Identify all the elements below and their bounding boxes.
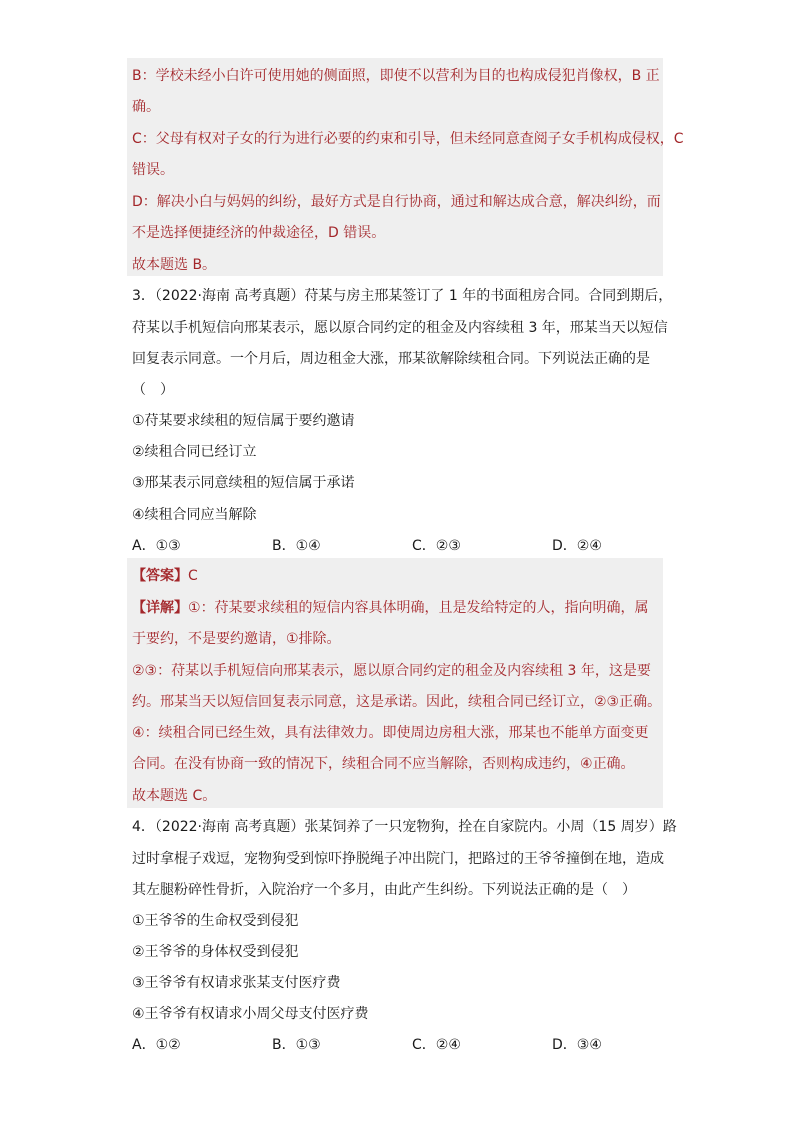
q3-option-b: B．①④ xyxy=(272,538,321,554)
q3-stem-line2: 苻某以手机短信向邢某表示，愿以原合同约定的租金及内容续租 3 年，邢某当天以短信 xyxy=(132,320,668,336)
q3-item-4: ④续租合同应当解除 xyxy=(132,507,257,523)
q2-explanation-c-line2: 错误。 xyxy=(132,162,174,178)
q3-detail-line5 xyxy=(132,723,649,743)
q3-item-1: ①苻某要求续租的短信属于要约邀请 xyxy=(132,413,355,429)
q4-stem-line2: 过时拿棍子戏逗，宠物狗受到惊吓挣脱绳子冲出院门，把路过的王爷爷撞倒在地，造成 xyxy=(132,851,664,867)
detail-label: 【详解】 xyxy=(132,600,188,616)
q3-option-c: C．②③ xyxy=(412,538,461,554)
detail-mark-1: ① xyxy=(188,600,201,616)
detail-1-text-c: 排除。 xyxy=(298,631,341,647)
q3-detail-line4 xyxy=(132,692,661,712)
q3-stem-line3: 回复表示同意。一个月后，周边租金大涨，邢某欲解除续租合同。下列说法正确的是 xyxy=(132,351,650,367)
detail-1-text-b: 于要约，不是要约邀请， xyxy=(132,631,286,647)
detail-mark-23: ②③ xyxy=(132,663,158,679)
q2-explanation-b-line1: B：学校未经小白许可使用她的侧面照，即使不以营利为目的也构成侵犯肖像权，B 正 xyxy=(132,68,660,84)
q4-item-1: ①王爷爷的生命权受到侵犯 xyxy=(132,913,299,929)
q4-option-a: A．①② xyxy=(132,1037,181,1053)
detail-1-mark-repeat: ① xyxy=(286,631,299,647)
q3-detail-line3 xyxy=(132,661,651,681)
q2-conclusion: 故本题选 B。 xyxy=(132,257,217,273)
q3-detail-line2 xyxy=(132,629,341,649)
q4-item-4: ④王爷爷有权请求小周父母支付医疗费 xyxy=(132,1006,369,1022)
q3-stem-line1: 3．（2022·海南 高考真题）苻某与房主邢某签订了 1 年的书面租房合同。合同到期后， xyxy=(132,288,673,304)
q3-item-3: ③邢某表示同意续租的短信属于承诺 xyxy=(132,475,355,491)
q4-stem-line3: 其左腿粉碎性骨折，入院治疗一个多月，由此产生纠纷。下列说法正确的是（ ） xyxy=(132,882,636,898)
detail-1-text-a: ：苻某要求续租的短信内容具体明确，且是发给特定的人，指向明确，属 xyxy=(200,600,649,616)
detail-3-text-c: 正确。 xyxy=(592,756,635,772)
q4-option-b: B．①③ xyxy=(272,1037,321,1053)
detail-2-mark-repeat: ②③ xyxy=(594,694,620,710)
detail-2-text-c: 正确。 xyxy=(619,694,662,710)
detail-3-text-b: 合同。在没有协商一致的情况下，续租合同不应当解除，否则构成违约， xyxy=(132,756,580,772)
answer-label: 【答案】 xyxy=(132,568,188,584)
q3-detail-line6 xyxy=(132,754,635,774)
q2-explanation-d-line2: 不是选择便捷经济的仲裁途径，D 错误。 xyxy=(132,225,386,241)
q2-explanation-d-line1: D：解决小白与妈妈的纠纷，最好方式是自行协商，通过和解达成合意，解决纠纷，而 xyxy=(132,194,661,210)
detail-mark-4: ④ xyxy=(132,725,145,741)
detail-3-text-a: ：续租合同已经生效，具有法律效力。即使周边房租大涨，邢某也不能单方面变更 xyxy=(144,725,649,741)
answer-value: C xyxy=(188,568,198,584)
q3-item-2: ②续租合同已经订立 xyxy=(132,444,257,460)
q3-option-d: D．②④ xyxy=(552,538,602,554)
q4-item-3: ③王爷爷有权请求张某支付医疗费 xyxy=(132,975,341,991)
q2-explanation-c-line1: C：父母有权对子女的行为进行必要的约束和引导，但未经同意查阅子女手机构成侵权，C xyxy=(132,131,684,147)
detail-3-mark-repeat: ④ xyxy=(580,756,593,772)
q4-item-2: ②王爷爷的身体权受到侵犯 xyxy=(132,944,299,960)
q3-option-a: A．①③ xyxy=(132,538,181,554)
q3-stem-line4: （ ） xyxy=(132,382,174,398)
q4-option-c: C．②④ xyxy=(412,1037,461,1053)
q3-answer xyxy=(132,566,198,586)
q3-conclusion: 故本题选 C。 xyxy=(132,788,217,804)
q4-stem-line1: 4．（2022·海南 高考真题）张某饲养了一只宠物狗，拴在自家院内。小周（15 周岁）路 xyxy=(132,819,677,835)
q3-options xyxy=(132,536,602,556)
q3-detail-line1 xyxy=(132,598,649,618)
q4-option-d: D．③④ xyxy=(552,1037,602,1053)
q2-explanation-b-line2: 确。 xyxy=(132,99,160,115)
detail-2-text-a: ：苻某以手机短信向邢某表示，愿以原合同约定的租金及内容续租 3 年，这是要 xyxy=(157,663,651,679)
q2-explanation-shade xyxy=(127,58,663,276)
detail-2-text-b: 约。邢某当天以短信回复表示同意，这是承诺。因此，续租合同已经订立， xyxy=(132,694,594,710)
q4-options xyxy=(132,1035,602,1055)
